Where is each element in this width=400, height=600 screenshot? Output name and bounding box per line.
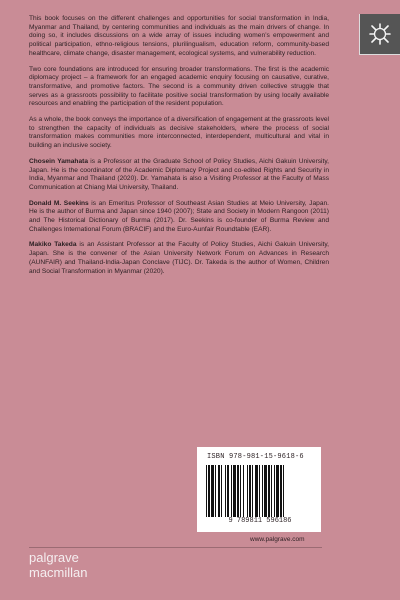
description-paragraph-1: This book focuses on the different challenges and opportunities for social transformation in India, Myanmar and Thailand, by centering communities and individuals as the main drivers of change. In doing so, it includes discussions on a wide array of issues including women’s empowerment and political participation, ethno-religious tensions, plurilingualism, education reform, community-based healthcare, climate change, disaster management, ecological systems, and vulnerability reduction. (29, 15, 329, 57)
springer-logo-icon (368, 22, 392, 46)
author-bio-text: is a Professor at the Graduate School of Policy Studies, Aichi Gakuin University, Japan. He is the coordinator of the Academic Diplomacy Project and co-edited Rights and Security in India, Myanmar and Thailand (2020). Dr. Yamahata is also a Visiting Professor at the Faculty of Mass Communication at Chiang Mai University, Thailand. (29, 157, 329, 191)
divider (29, 547, 322, 548)
author-name: Donald M. Seekins (29, 199, 89, 207)
author-bio-1 (29, 158, 329, 193)
author-name: Makiko Takeda (29, 241, 77, 249)
description-paragraph-3: As a whole, the book conveys the importance of a diversification of engagement at the grassroots level to strengthen the capacity of individuals as decisive stakeholders, where the process of social transformation makes communities more interconnected, interdependent, multicultural and vital in building an inclusive society. (29, 116, 329, 150)
author-bio-3 (29, 241, 329, 276)
publisher-name-line-1: palgrave (29, 550, 79, 565)
isbn-barcode (197, 447, 321, 532)
author-bio-2 (29, 200, 329, 235)
publisher-logo (29, 550, 88, 580)
isbn-label: ISBN 978-981-15-9618-6 (207, 453, 304, 461)
publisher-website: www.palgrave.com (250, 536, 305, 543)
back-cover-text (29, 15, 329, 283)
description-paragraph-2: Two core foundations are introduced for ensuring broader transformations. The first is the academic diplomacy project – a framework for an engaged academic enquiry focusing on causative, curative, transformative, and promotive factors. The second is a community driven collective struggle that serves as a grassroots possibility to facilitate positive social transformation by using locally available resources and enabling the participation of the resident population. (29, 65, 329, 108)
publisher-name-line-2: macmillan (29, 565, 88, 580)
publisher-logo-box (359, 14, 400, 55)
author-bio-text: is an Assistant Professor at the Faculty of Policy Studies, Aichi Gakuin University, Japan. She is the convener of the Asian University Network Forum on Advances in Research (AUNFAIR) and Thailand-India-Japan Conclave (TIJC). Dr. Takeda is the author of Women, Children and Social Transformation in Myanmar (2020). (29, 241, 330, 275)
barcode-icon (206, 465, 312, 517)
author-bio-text: is an Emeritus Professor of Southeast Asian Studies at Meio University, Japan. He is the author of Burma and Japan since 1940 (2007); State and Society in Modern Rangoon (2011) and The Historical Dictionary of Burma (2017). Dr. Seekins is co-founder of Burma Review and Challenges International Forum (BRACIF) and the Euro-Aunfair Roundtable (EAR). (29, 199, 329, 233)
author-name: Chosein Yamahata (29, 157, 88, 165)
barcode-digits: 9 789811 596186 (228, 517, 292, 525)
